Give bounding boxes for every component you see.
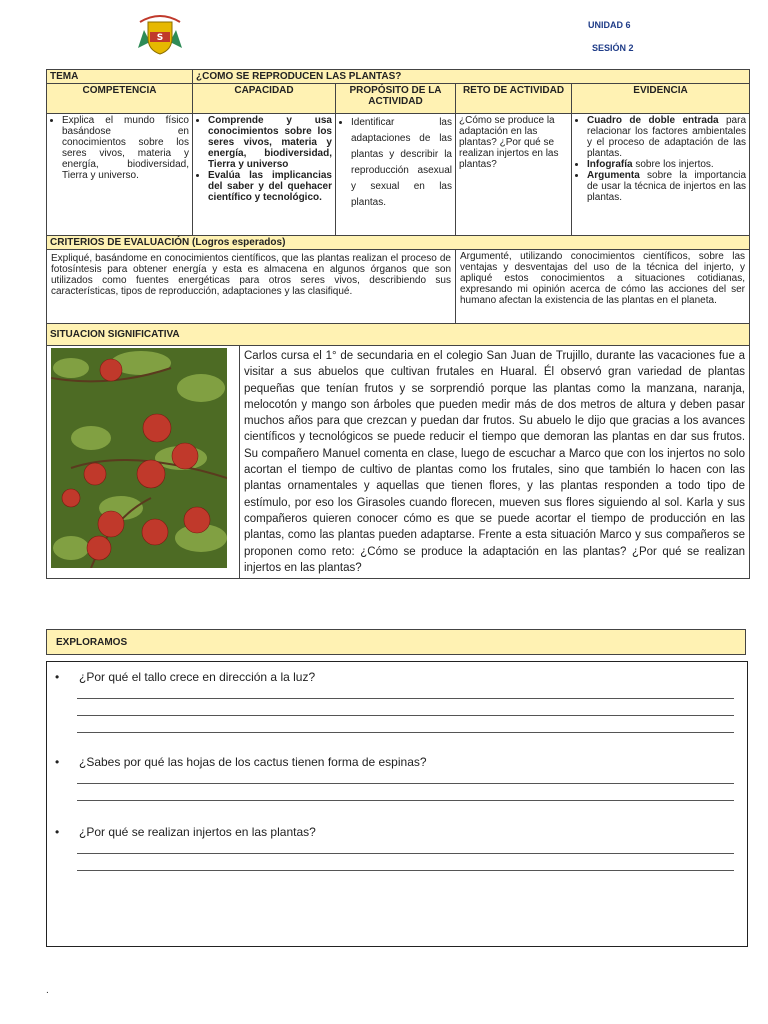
bullet-icon: • (55, 670, 60, 684)
criterios-title: CRITERIOS DE EVALUACIÓN (Logros esperados) (47, 236, 750, 250)
competencia-text: • Explica el mundo físico basándose en conocimientos sobre los seres vivos, materia y energía, biodiversidad, Tierra y universo. (62, 115, 189, 181)
situacion-row (47, 346, 750, 579)
bullet-icon: • (55, 825, 60, 839)
capacidad-item: • Evalúa las implicancias del saber y del quehacer científico y tecnológico. (208, 170, 332, 203)
header-competencia: COMPETENCIA (47, 84, 193, 114)
situacion-photo-cell (47, 346, 240, 578)
competencia-cell (47, 114, 193, 236)
footer-dot: . (46, 985, 49, 996)
situacion-text: Carlos cursa el 1° de secundaria en el colegio San Juan de Trujillo, durante las vacaciones fue a visitar a sus abuelos que cultivan frutales en Huaral. Él observó gran variedad de plantas pequeñas que tenían frutos y se sorprendió porque las plantas como la manzana, naranja, melocotón y mango son árboles que pueden medir más de dos metros de altura y deben pasar muchos años para que crezcan y puedan dar frutos. Su abuelo le dijo que gracias a los avances científicos y tecnológicos se puede reducir el tiempo que demoran las plantas en dar sus frutos. Su compañero Manuel comenta en clase, luego de escuchar a Marco que con los injertos no solo acortan el tiempo de cultivo de plantas como los frutales, sino que también lo hacen con las plantas ornamentales y aquellas que tienen flores, y las plantas responden a todo tipo de estímulo, por eso los Girasoles cuando florecen, mueven sus flores siguiendo al sol. Karla y sus compañeros quieren conocer cómo es que se puede acortar el tiempo de producción en las plantas, como las plantas pueden adaptarse. Frente a esta situación Marco y sus compañeros se proponen como reto: ¿Cómo se produce la adaptación en las plantas? ¿Por qué se realizan injertos en las plantas? (244, 350, 746, 574)
session-table (46, 69, 750, 579)
tema-value: ¿COMO SE REPRODUCEN LAS PLANTAS? (193, 70, 750, 84)
exploramos-box (46, 661, 748, 947)
unit-label: UNIDAD 6 (588, 20, 631, 30)
bullet-icon: • (55, 755, 60, 769)
answer-line[interactable] (77, 732, 734, 733)
answer-line[interactable] (77, 783, 734, 784)
answer-line[interactable] (77, 715, 734, 716)
answer-line[interactable] (77, 800, 734, 801)
question-item: • ¿Sabes por qué las hojas de los cactus tienen forma de espinas? (55, 755, 427, 769)
capacidad-item: • Comprende y usa conocimientos sobre los seres vivos, materia y energía, biodiversidad, Tierra y universo (208, 115, 332, 170)
evidencia-item: • Argumenta sobre la importancia de usar la técnica de injertos en las plantas. (587, 170, 746, 203)
question-item: • ¿Por qué se realizan injertos en las plantas? (55, 825, 316, 839)
capacidad-cell (193, 114, 336, 236)
criterio-2: Argumenté, utilizando conocimientos científicos, sobre las ventajas y desventajas del uso de la técnica del injerto, y apliqué estos conocimientos a situaciones cotidianas, expresando mi opinión acerca de cómo las acciones del ser humano afectan la existencia de las plantas en el planeta. (456, 250, 750, 324)
proposito-cell (336, 114, 456, 236)
apple-tree-photo (51, 348, 227, 568)
evidencia-item: • Infografía sobre los injertos. (587, 159, 746, 170)
answer-line[interactable] (77, 853, 734, 854)
reto-cell: ¿Cómo se produce la adaptación en las plantas? ¿Por qué se realizan injertos en las plantas? (456, 114, 572, 236)
evidencia-item: • Cuadro de doble entrada para relacionar los factores ambientales y el proceso de adaptación de las plantas. (587, 115, 746, 159)
logo-letter: S (156, 33, 164, 43)
question-item: • ¿Por qué el tallo crece en dirección a la luz? (55, 670, 316, 684)
session-label: SESIÓN 2 (592, 43, 634, 53)
proposito-text: • Identificar las adaptaciones de las plantas y describir la reproducción asexual y sexual en las plantas. (351, 115, 452, 211)
evidencia-cell (572, 114, 750, 236)
answer-line[interactable] (77, 698, 734, 699)
criterio-1: Expliqué, basándome en conocimientos científicos, que las plantas realizan el proceso de fotosíntesis para obtener energía y esta es almacena en algunos órganos que son utilizados como fuentes energéticas para otros seres vivos, describiendo sus características, tipos de reproducción, adaptaciones y las clasifiqué. (47, 250, 456, 324)
exploramos-title: EXPLORAMOS (46, 629, 746, 655)
situacion-title: SITUACION SIGNIFICATIVA (47, 324, 750, 346)
header-capacidad: CAPACIDAD (193, 84, 336, 114)
school-logo (134, 8, 186, 56)
header-evidencia: EVIDENCIA (572, 84, 750, 114)
answer-line[interactable] (77, 870, 734, 871)
tema-label: TEMA (47, 70, 193, 84)
header-proposito: PROPÓSITO DE LA ACTIVIDAD (336, 84, 456, 114)
header-reto: RETO DE ACTIVIDAD (456, 84, 572, 114)
